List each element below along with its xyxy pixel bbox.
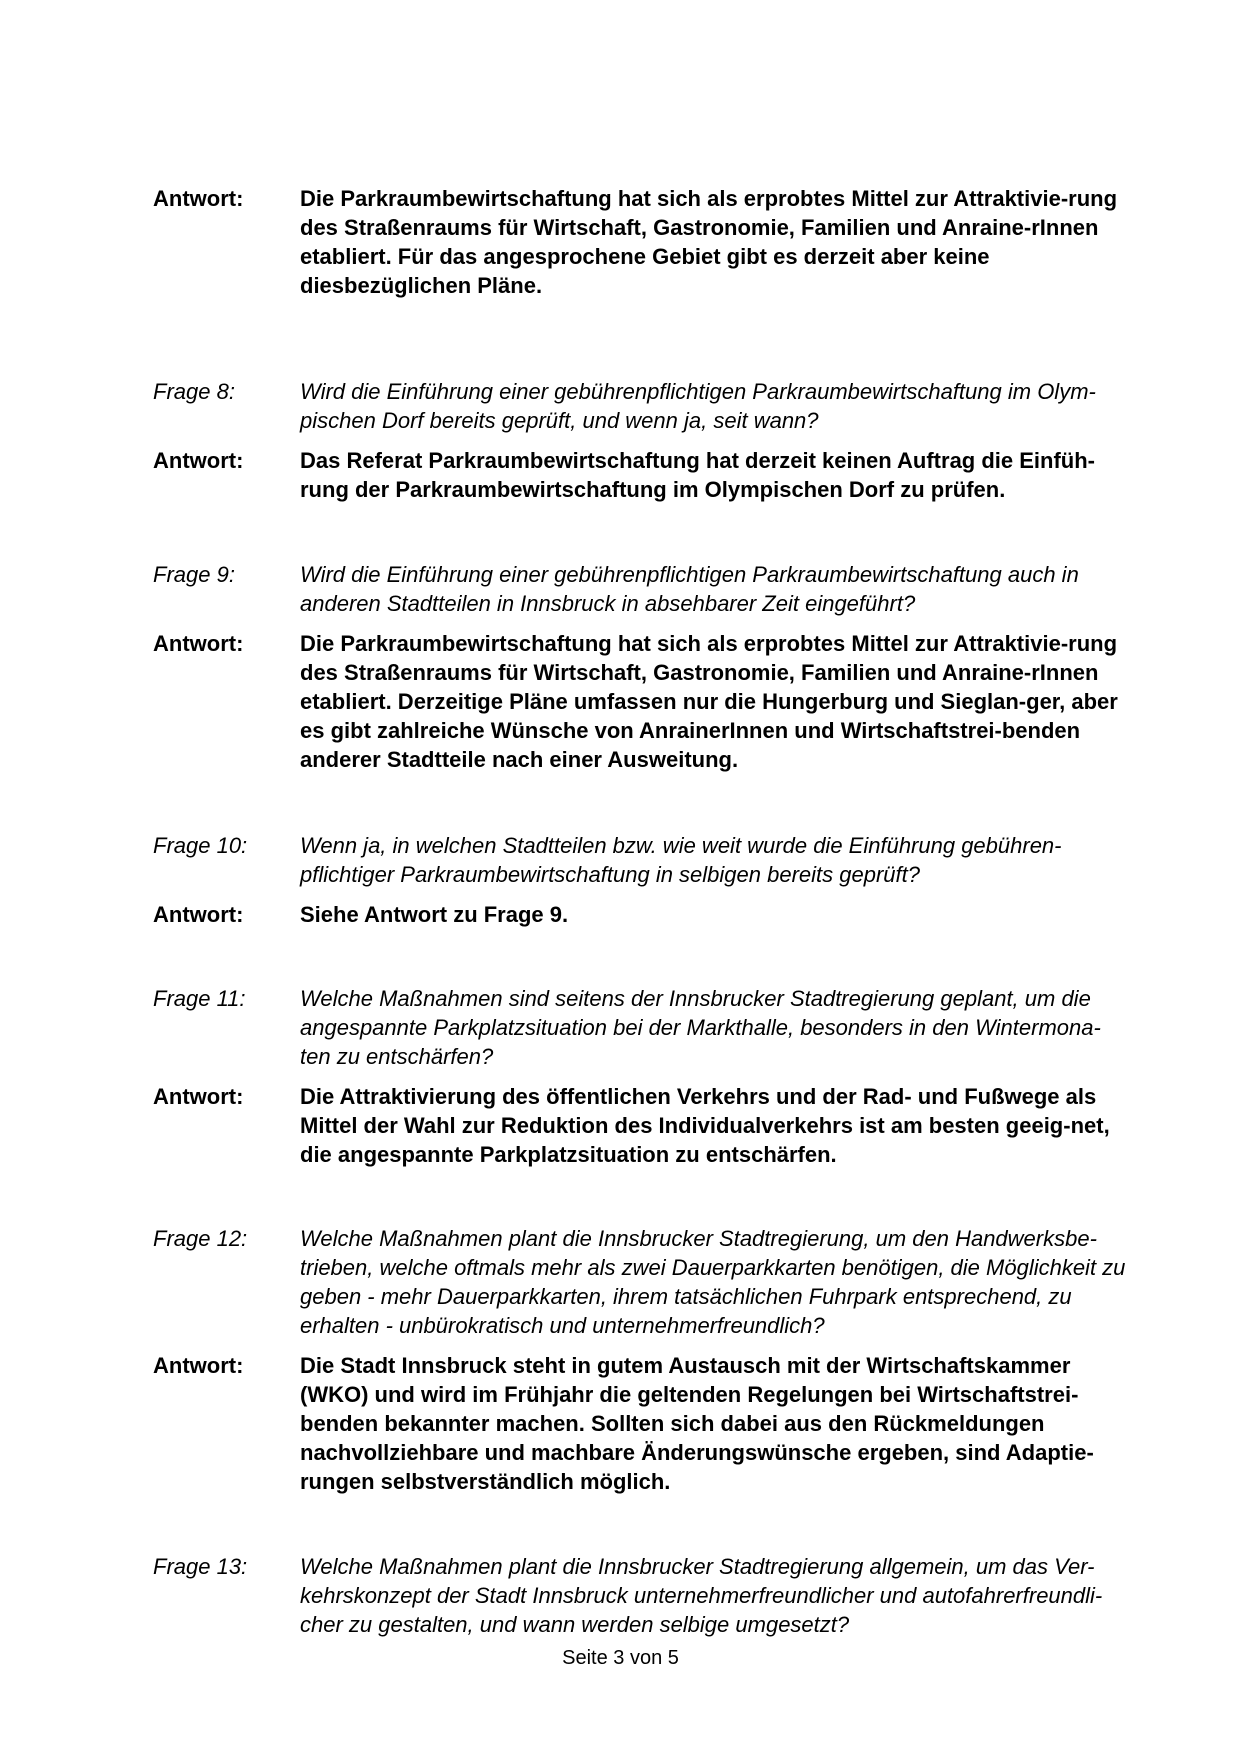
question-label: Frage 10: [153,833,248,858]
answer-label: Antwort: [153,631,244,656]
answer-text: Siehe Antwort zu Frage 9. [300,902,569,927]
question-text: Wenn ja, in welchen Stadtteilen bzw. wie weit wurde die Einführung gebühren-pflichtiger Parkraumbewirtschaftung in selbigen bereits geprüft? [300,833,1062,887]
question-text: Welche Maßnahmen plant die Innsbrucker Stadtregierung allgemein, um das Ver-kehrskonzept der Stadt Innsbruck unternehmerfreundlicher und autofahrerfreundli-cher zu gestalten, und wann werden selbige umgesetzt? [300,1554,1103,1637]
question-text: Welche Maßnahmen plant die Innsbrucker Stadtregierung, um den Handwerksbe-trieben, welche oftmals mehr als zwei Dauerparkkarten benötigen, die Möglichkeit zu geben - mehr Dauerparkkarten, ihrem tatsächlichen Fuhrpark entsprechend, zu erhalten - unbürokratisch und unternehmerfreundlich? [300,1226,1126,1338]
answer-label: Antwort: [153,1353,244,1378]
question-label: Frage 11: [153,986,246,1011]
answer-text: Die Parkraumbewirtschaftung hat sich als erprobtes Mittel zur Attraktivie-rung des Straßenraums für Wirtschaft, Gastronomie, Familien und Anraine-rInnen etabliert. Für das angesprochene Gebiet gibt es derzeit aber keine diesbezüglichen Pläne. [300,186,1118,298]
answer-label: Antwort: [153,1084,244,1109]
answer-label: Antwort: [153,902,244,927]
answer-label: Antwort: [153,448,244,473]
answer-text: Das Referat Parkraumbewirtschaftung hat derzeit keinen Auftrag die Einfüh-rung der Parkraumbewirtschaftung im Olympischen Dorf zu prüfen. [300,448,1096,502]
answer-text: Die Stadt Innsbruck steht in gutem Austausch mit der Wirtschaftskammer (WKO) und wird im Frühjahr die geltenden Regelungen bei Wirtschaftstrei-benden bekannter machen. Sollten sich dabei aus den Rückmeldungen nachvollziehbare und machbare Änderungswünsche ergeben, sind Adaptie-rungen selbstverständlich möglich. [300,1353,1094,1494]
question-text: Welche Maßnahmen sind seitens der Innsbrucker Stadtregierung geplant, um die angespannte Parkplatzsituation bei der Markthalle, besonders in den Wintermona-ten zu entschärfen? [300,986,1101,1069]
answer-text: Die Parkraumbewirtschaftung hat sich als erprobtes Mittel zur Attraktivie-rung des Straßenraums für Wirtschaft, Gastronomie, Familien und Anraine-rInnen etabliert. Derzeitige Pläne umfassen nur die Hungerburg und Sieglan-ger, aber es gibt zahlreiche Wünsche von AnrainerInnen und Wirtschaftstrei-benden anderer Stadtteile nach einer Ausweitung. [300,631,1118,772]
question-label: Frage 12: [153,1226,248,1251]
page-number: Seite 3 von 5 [562,1647,679,1669]
question-label: Frage 13: [153,1554,248,1579]
answer-text: Die Attraktivierung des öffentlichen Verkehrs und der Rad- und Fußwege als Mittel der Wahl zur Reduktion des Individualverkehrs ist am besten geeig-net, die angespannte Parkplatzsituation zu entschärfen. [300,1084,1110,1167]
question-text: Wird die Einführung einer gebührenpflichtigen Parkraumbewirtschaftung im Olym-pischen Dorf bereits geprüft, und wenn ja, seit wann? [300,379,1096,433]
answer-label: Antwort: [153,186,244,211]
question-label: Frage 9: [153,562,235,587]
question-text: Wird die Einführung einer gebührenpflichtigen Parkraumbewirtschaftung auch in anderen Stadtteilen in Innsbruck in absehbarer Zeit eingeführt? [300,562,1079,616]
question-label: Frage 8: [153,379,235,404]
